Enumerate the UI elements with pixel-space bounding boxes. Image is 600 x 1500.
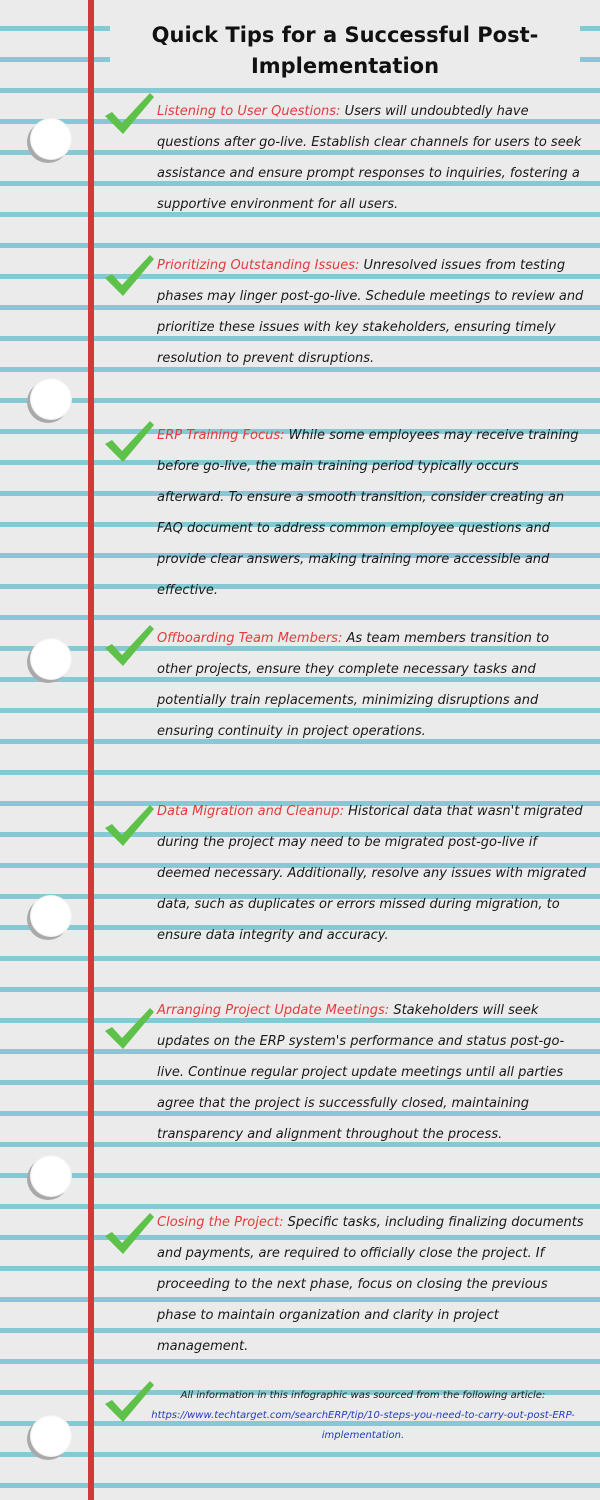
tip-title: Closing the Project: — [157, 1215, 284, 1230]
tip-offboarding-team-members — [157, 623, 587, 747]
source-link[interactable]: https://www.techtarget.com/searchERP/tip/10-steps-you-need-to-carry-out-post-ERP-implementation. — [151, 1410, 575, 1441]
check-mark-icon — [102, 418, 156, 464]
binder-hole — [30, 1155, 72, 1197]
check-mark-icon — [102, 252, 156, 298]
tip-title: Listening to User Questions: — [157, 104, 341, 119]
tip-body: Unresolved issues from testing phases may linger post-go-live. Schedule meetings to review and prioritize these issues with key stakeholders, ensuring timely resolution to prevent disruptions. — [157, 258, 584, 366]
tip-prioritizing-outstanding-issues — [157, 250, 587, 374]
tip-title: Offboarding Team Members: — [157, 631, 343, 646]
tip-body: While some employees may receive training before go-live, the main training period typically occurs afterward. To ensure a smooth transition, consider creating an FAQ document to address common employee questions and provide clear answers, making training more accessible and effective. — [157, 428, 579, 598]
margin-line — [88, 0, 94, 1500]
binder-hole — [30, 1415, 72, 1457]
check-mark-icon — [102, 90, 156, 136]
source-attribution — [128, 1386, 598, 1446]
tip-listening-user-questions — [157, 96, 587, 220]
tip-body: Users will undoubtedly have questions after go-live. Establish clear channels for users to seek assistance and ensure prompt responses to inquiries, fostering a supportive environment for all users. — [157, 104, 582, 212]
check-mark-icon — [102, 802, 156, 848]
tip-erp-training-focus — [157, 420, 587, 606]
tip-closing-the-project — [157, 1207, 587, 1362]
binder-hole — [30, 895, 72, 937]
tip-title: Arranging Project Update Meetings: — [157, 1003, 390, 1018]
tip-body: Historical data that wasn't migrated during the project may need to be migrated post-go-live if deemed necessary. Additionally, resolve any issues with migrated data, such as duplicates or errors missed during migration, to ensure data integrity and accuracy. — [157, 804, 587, 943]
tip-arranging-update-meetings — [157, 995, 587, 1150]
source-text: All information in this infographic was sourced from the following article: — [180, 1390, 546, 1401]
check-mark-icon — [102, 1005, 156, 1051]
binder-hole — [30, 638, 72, 680]
binder-hole — [30, 118, 72, 160]
tip-body: As team members transition to other projects, ensure they complete necessary tasks and potentially train replacements, minimizing disruptions and ensuring continuity in project operations. — [157, 631, 550, 739]
tip-title: Data Migration and Cleanup: — [157, 804, 344, 819]
page-title: Quick Tips for a Successful Post-Implementation — [110, 20, 580, 82]
check-mark-icon — [102, 1210, 156, 1256]
tip-body: Specific tasks, including finalizing documents and payments, are required to officially close the project. If proceeding to the next phase, focus on closing the previous phase to maintain organization and clarity in project management. — [157, 1215, 584, 1354]
check-mark-icon — [102, 622, 156, 668]
binder-hole — [30, 378, 72, 420]
tip-title: ERP Training Focus: — [157, 428, 285, 443]
tip-data-migration-cleanup — [157, 796, 587, 951]
tip-title: Prioritizing Outstanding Issues: — [157, 258, 360, 273]
tip-body: Stakeholders will seek updates on the ERP system's performance and status post-go-live. Continue regular project update meetings until all parties agree that the project is successfully closed, maintaining transparency and alignment throughout the process. — [157, 1003, 565, 1142]
